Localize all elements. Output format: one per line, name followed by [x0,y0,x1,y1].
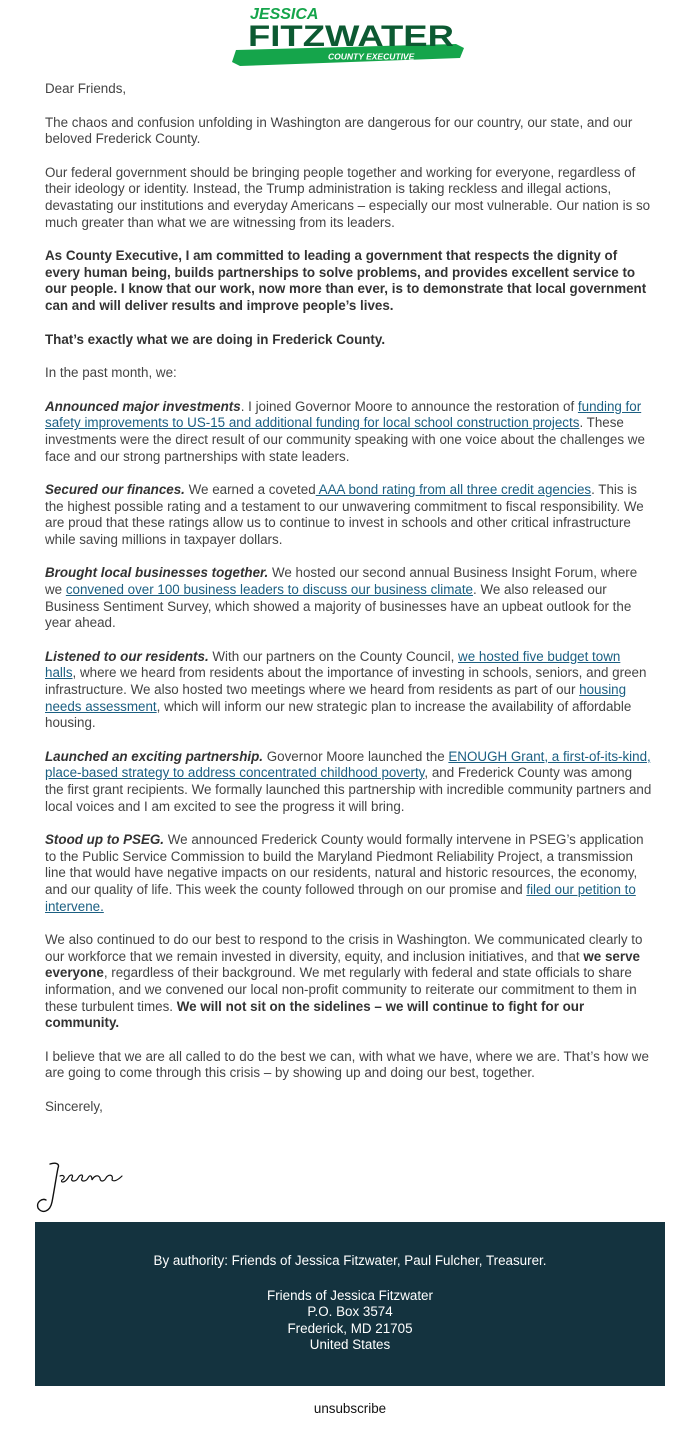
link-business-leaders[interactable]: convened over 100 business leaders to discuss our business climate [65,582,473,598]
section-residents: Listened to our residents. With our partners on the County Council, we hosted five budget town halls, where we heard from residents about the importance of investing in schools, seniors, and green infrastructure. We also hosted two meetings where we heard from residents as part of our housing needs assessment, which will inform our new strategic plan to increase the availability of affordable housing. [45,648,647,731]
section-partnership: Launched an exciting partnership. Governor Moore launched the ENOUGH Grant, a first-of-its-kind, place-based strategy to address concentrated childhood poverty, and Frederick County was among the first grant recipients. We formally launched this partnership with incredible community partners and local voices and I am excited to see the progress it will bring. [45,748,652,814]
section-investments: Announced major investments. I joined Governor Moore to announce the restoration of funding for safety improvements to US-15 and additional funding for local school construction projects. These investments were the direct result of our community speaking with one voice about the challenges we face and our strong partnerships with state leaders. [45,398,645,464]
unsubscribe-row [0,1401,700,1416]
mailing-address [35,1288,665,1354]
paragraph-believe: I believe that we are all called to do the best we can, with what we have, where we are. That’s how we are going to come through this crisis – by showing up and doing our best, together. [45,1048,649,1081]
section-lead: Launched an exciting partnership. [45,748,264,764]
authority-line: By authority: Friends of Jessica Fitzwater, Paul Fulcher, Treasurer. [153,1253,547,1268]
unsubscribe-link[interactable]: unsubscribe [313,1401,387,1416]
section-finances: Secured our finances. We earned a coveted AAA bond rating from all three credit agencies. This is the highest possible rating and a testament to our unwavering commitment to fiscal responsibility. We are proud that these ratings allow us to continue to invest in schools and other critical infrastructure while saving millions in taxpayer dollars. [45,482,644,547]
footer [35,1222,665,1386]
campaign-logo [228,2,468,70]
section-businesses: Brought local businesses together. We hosted our second annual Business Insight Forum, where we convened over 100 business leaders to discuss our business climate. We also released our Business Sentiment Survey, which showed a majority of businesses have an upbeat outlook for the year ahead. [45,565,638,631]
paragraph-past-month: In the past month, we: [45,365,177,381]
logo-last-name: FITZWATER [248,20,455,53]
section-lead: Stood up to PSEG. [45,832,165,848]
link-housing-needs[interactable]: housing needs assessment [45,682,627,714]
logo-first-name: JESSICA [250,6,319,23]
address-city: Frederick, MD 21705 [287,1320,413,1336]
section-lead: Secured our finances. [45,482,185,498]
closing: Sincerely, [45,1098,103,1114]
address-country: United States [309,1337,391,1353]
paragraph-frederick: That’s exactly what we are doing in Frederick County. [45,331,386,347]
section-lead: Announced major investments [45,398,241,414]
link-aaa-bond-rating[interactable]: AAA bond rating from all three credit agencies [315,482,592,498]
paragraph-crisis-response: We also continued to do our best to respond to the crisis in Washington. We communicated clearly to our workforce that we remain invested in diversity, equity, and inclusion initiatives, and that we serve everyone, regardless of their background. We met regularly with federal and state officials to share information, and we convened our local non-profit community to reiterate our commitment to them in these turbulent times. We will not sit on the sidelines – we will continue to fight for our community. [45,932,643,1031]
logo-tagline: COUNTY EXECUTIVE [328,51,415,62]
section-lead: Brought local businesses together. [45,565,269,581]
link-budget-town-halls[interactable]: we hosted five budget town halls [45,648,621,681]
paragraph-intro: The chaos and confusion unfolding in Washington are dangerous for our country, our state, and our beloved Frederick County. [45,114,633,147]
address-org: Friends of Jessica Fitzwater [267,1287,433,1303]
section-pseg: Stood up to PSEG. We announced Frederick County would formally intervene in PSEG’s application to the Public Service Commission to build the Maryland Piedmont Reliability Project, a transmission line that would have negative impacts on our residents, natural and historic resources, the economy, and our quality of life. This week the county followed through on our promise and filed our petition to intervene. [45,832,644,914]
letter-body [45,81,653,1133]
link-enough-grant[interactable]: ENOUGH Grant, a first-of-its-kind, place-based strategy to address concentrated childhood poverty [45,748,651,781]
signature [34,1158,130,1216]
greeting: Dear Friends, [45,81,127,96]
paragraph-federal: Our federal government should be bringing people together and working for everyone, regardless of their ideology or identity. Instead, the Trump administration is taking reckless and illegal actions, devastating our institutions and everyday Americans – especially our most vulnerable. Our nation is so much greater than what we are witnessing from its leaders. [45,164,651,230]
section-lead: Listened to our residents. [45,648,209,664]
link-funding-us15[interactable]: funding for safety improvements to US-15 and additional funding for local school construction projects [45,398,642,431]
address-po-box: P.O. Box 3574 [307,1304,393,1320]
paragraph-commitment: As County Executive, I am committed to leading a government that respects the dignity of every human being, builds partnerships to solve problems, and provides excellent service to our people. I know that our work, now more than ever, is to demonstrate that local government can and will deliver results and improve people’s lives. [45,248,647,313]
link-petition[interactable]: filed our petition to intervene. [45,881,636,914]
